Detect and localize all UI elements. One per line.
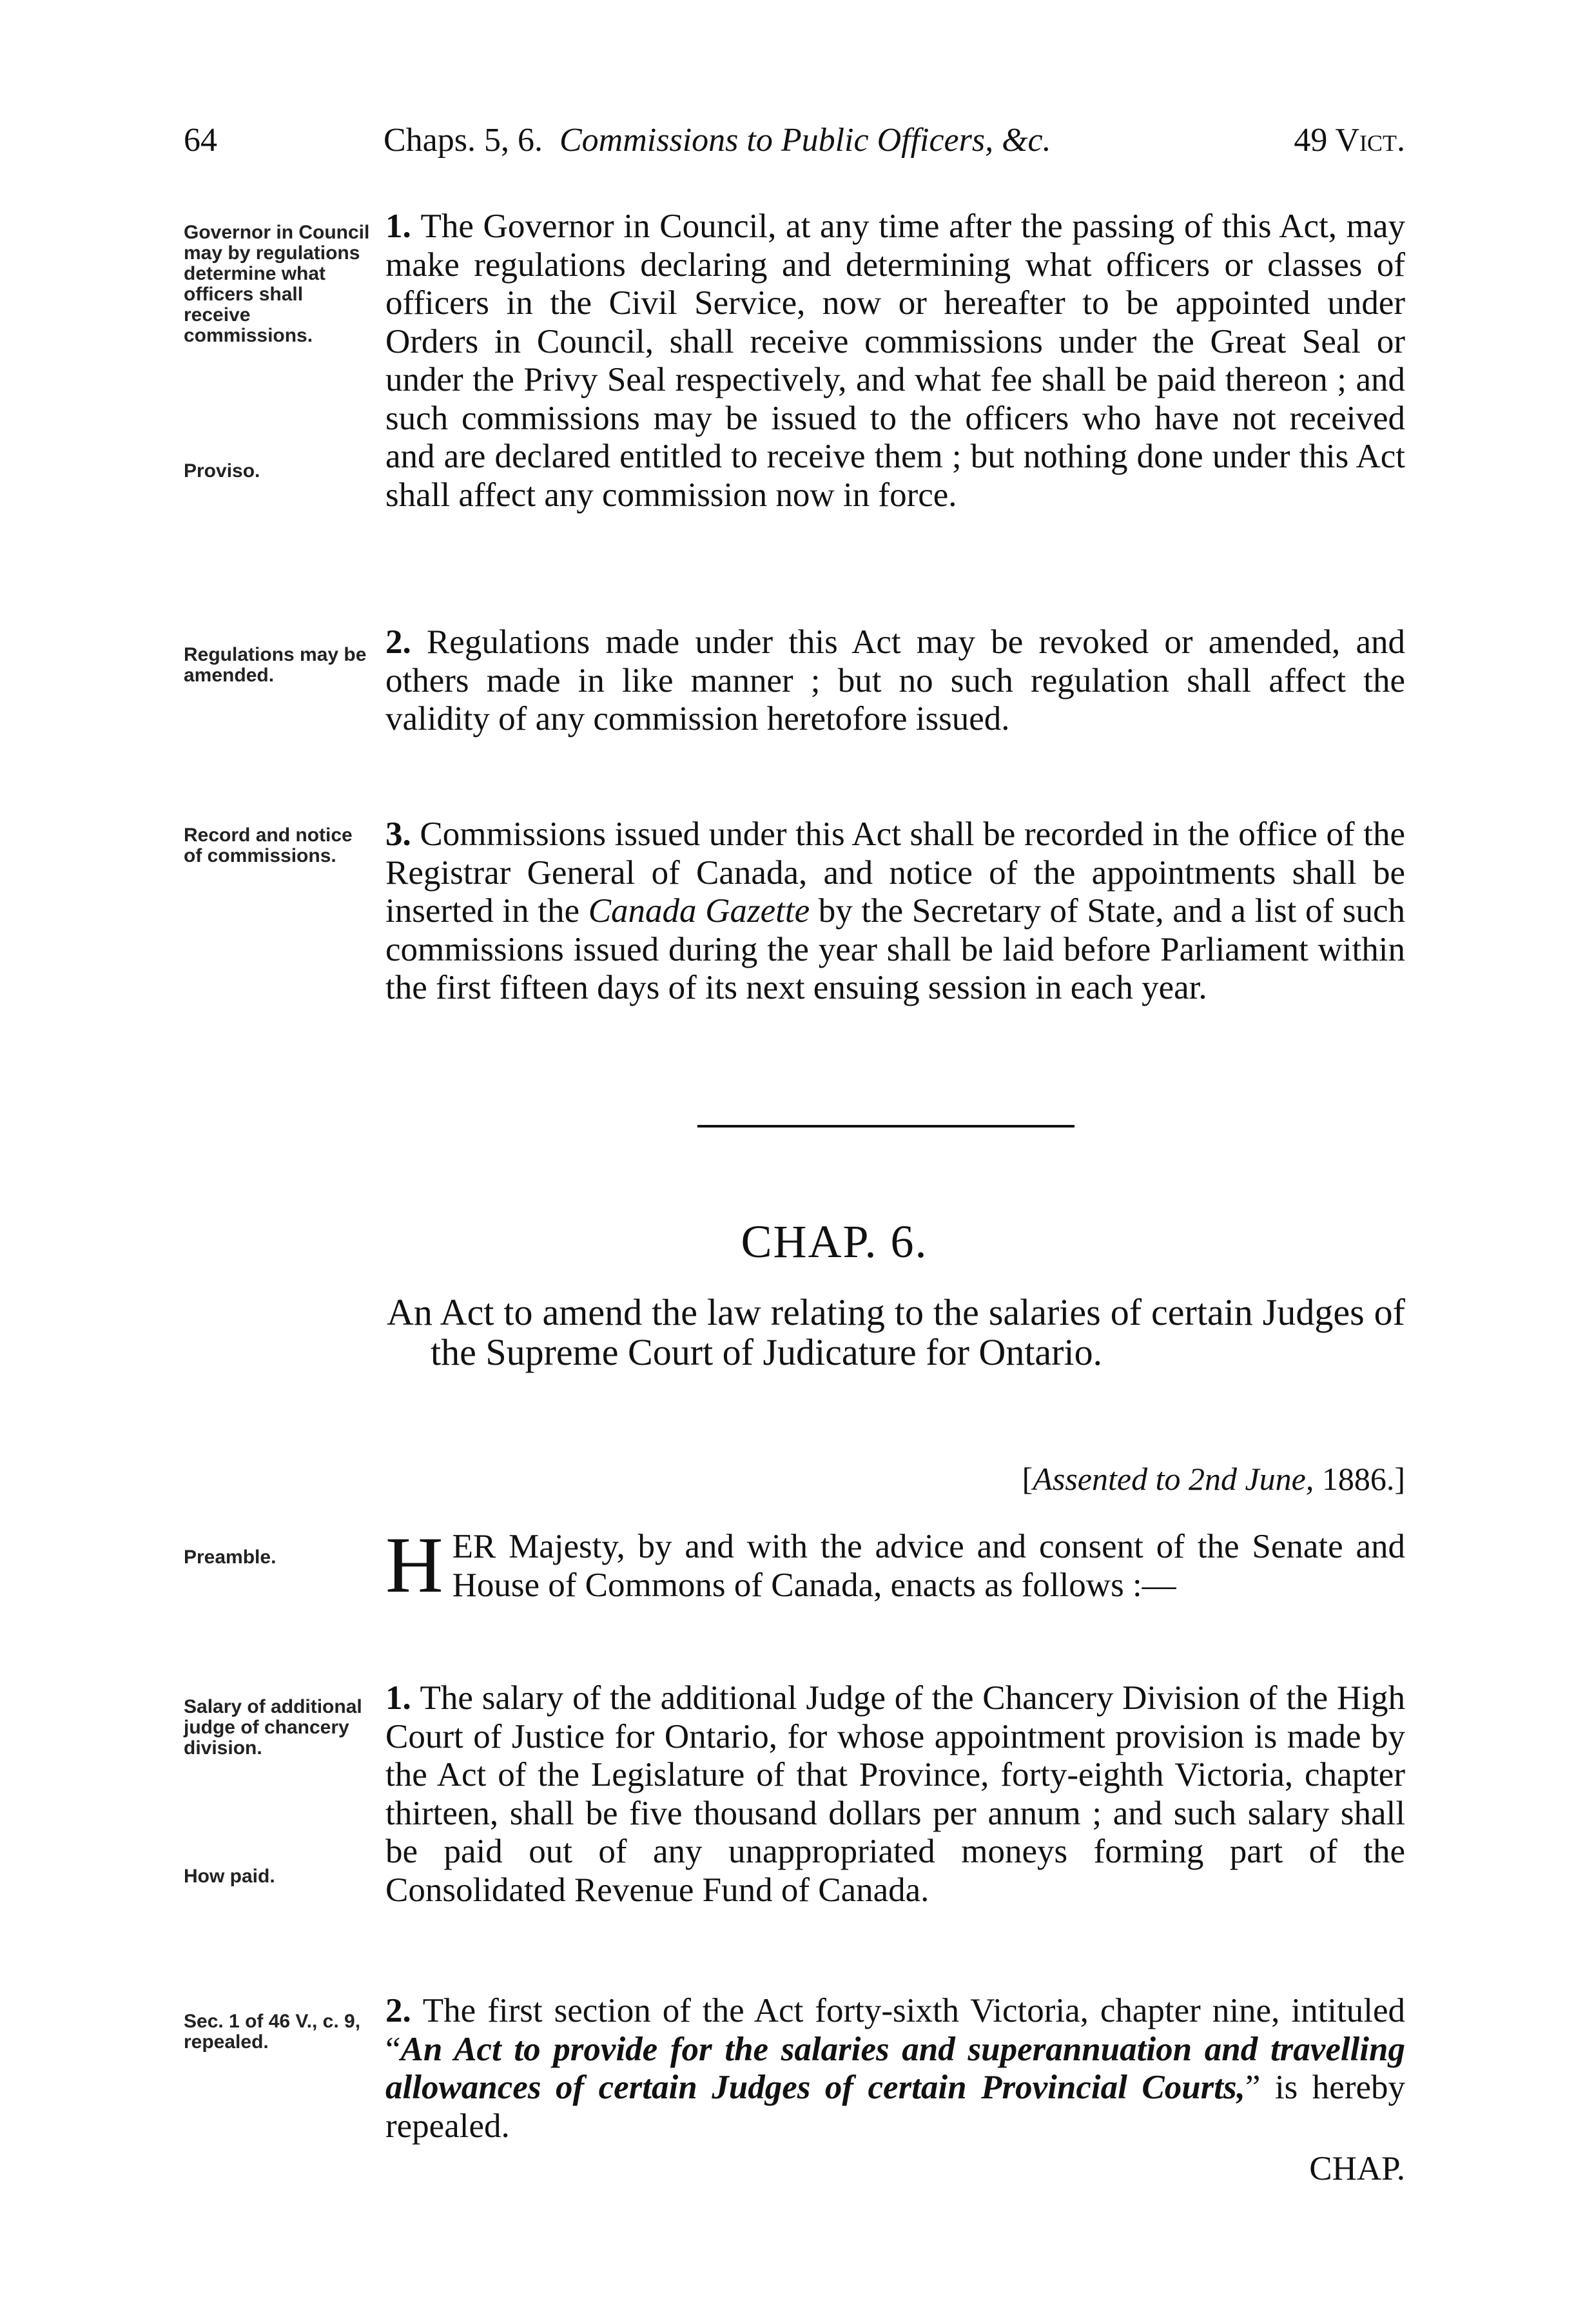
chap5-section-2	[385, 623, 1405, 739]
margin-note-repealed: Sec. 1 of 46 V., c. 9, repealed.	[184, 2011, 361, 2053]
chapter-divider	[697, 1125, 1074, 1128]
margin-note-proviso: Proviso.	[184, 460, 260, 482]
section-text-cont: by the Secretary of State, and a list of such commissions issued during the year shall be laid before Parliament within the first fifteen days of its next ensuing session in each year.	[385, 892, 1405, 1006]
assent-year: 1886.	[1321, 1461, 1395, 1497]
chap5-section-1	[385, 208, 1405, 514]
section-text: The first section of the Act forty-sixth Victoria, chapter nine, intituled “	[385, 1992, 1406, 2068]
chap6-act-title: An Act to amend the law relating to the salaries of certain Judges of the Supreme Court of Judicature for Ontario.	[387, 1291, 1405, 1373]
margin-note-how-paid: How paid.	[184, 1866, 275, 1887]
drop-cap: H	[385, 1521, 443, 1609]
section-number: 2.	[385, 1992, 411, 2029]
margin-note-record: Record and notice of commissions.	[184, 825, 353, 866]
section-text-cont: ” is hereby repealed.	[385, 2069, 1405, 2145]
section-number: 3.	[385, 815, 411, 853]
chap5-section-3	[385, 815, 1405, 1008]
header-title	[384, 121, 1051, 159]
margin-note-governor: Governor in Council may by regulations determine what officers shall receive commissions.	[184, 222, 370, 346]
section-text: The Governor in Council, at any time after the passing of this Act, may make regulations declaring and determining what officers or classes of officers in the Civil Service, now or hereafter to be appointed under Orders in Council, shall receive commissions under the Great Seal or under the Privy Seal respectively, and what fee shall be paid thereon ; and such commissions may be issued to the officers who have not received and are declared entitled to receive them ; but nothing done under this Act shall affect any commission now in force.	[385, 208, 1405, 514]
section-text: Regulations made under this Act may be revoked or amended, and others made in like manner ; but no such regulation shall affect the validity of any commission heretofore issued.	[385, 623, 1405, 737]
margin-note-preamble: Preamble.	[184, 1547, 277, 1568]
preamble-text: Majesty, by and with the advice and consent of the Senate and House of Commons of Canada, enacts as follows :—	[452, 1528, 1405, 1604]
chap6-section-1	[385, 1679, 1405, 1909]
header-chapters: Chaps. 5, 6.	[384, 122, 543, 159]
chap6-heading: CHAP. 6.	[741, 1216, 928, 1267]
header-regnal-year: 49 Vict.	[1294, 122, 1405, 159]
running-header	[184, 121, 1405, 166]
act-short-title: An Act to provide for the salaries and superannuation and travelling allowances of certain Judges of certain Provincial Courts,	[385, 2030, 1405, 2106]
header-running-title: Commissions to Public Officers, &c.	[559, 122, 1051, 159]
assent-date: [Assented to 2nd June, 1886.]	[1022, 1461, 1405, 1497]
margin-note-salary: Salary of additional judge of chancery division.	[184, 1696, 362, 1759]
section-text: Commissions issued under this Act shall be recorded in the office of the Registrar General of Canada, and notice of the appointments shall be inserted in the	[385, 815, 1405, 930]
canada-gazette: Canada Gazette	[588, 892, 810, 930]
chap6-preamble	[385, 1521, 1405, 1609]
assent-text: Assented to 2nd June,	[1033, 1461, 1314, 1497]
margin-note-regulations: Regulations may be amended.	[184, 644, 367, 686]
section-number: 1.	[385, 208, 411, 245]
catchword: CHAP.	[1309, 2150, 1405, 2187]
section-number: 1.	[385, 1679, 411, 1717]
preamble-first-word: ER	[452, 1528, 496, 1565]
chap6-section-2	[385, 1992, 1405, 2145]
page-number: 64	[184, 122, 217, 159]
section-text: The salary of the additional Judge of the Chancery Division of the High Court of Justice for Ontario, for whose appointment provision is made by the Act of the Legislature of that Province, forty-eighth Victoria, chapter thirteen, shall be five thousand dollars per annum ; and such salary shall be paid out of any unappropriated moneys forming part of the Consolidated Revenue Fund of Canada.	[385, 1679, 1405, 1909]
section-number: 2.	[385, 623, 411, 661]
